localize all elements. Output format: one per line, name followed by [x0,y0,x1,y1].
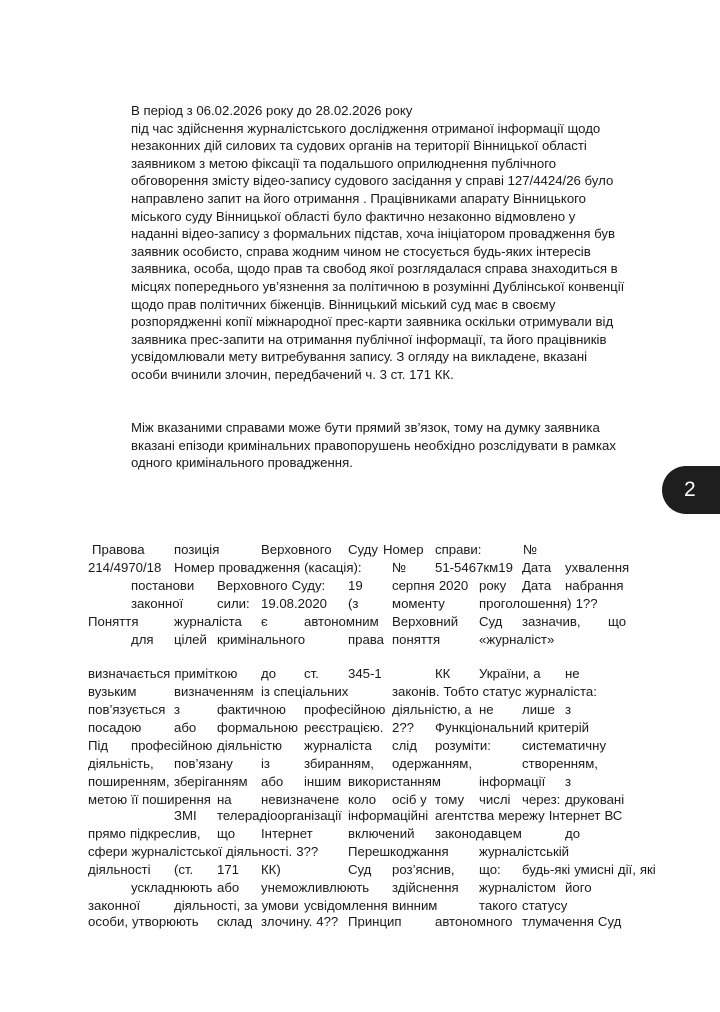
word: мережу [498,808,545,823]
word: числі [479,792,511,807]
text-line [0,541,720,559]
text-line [0,719,720,737]
word: професійною [131,738,213,753]
word: (з [348,596,359,611]
word: іншим [304,774,342,789]
word: законної [131,596,184,611]
word: унеможливлюють [261,880,370,895]
word: через: [522,792,561,807]
word: Номер [383,542,424,557]
word: збиранням, [304,756,374,771]
word: Функціональний [435,720,534,735]
word: 2?? [392,720,415,735]
word: журналіста [174,614,242,629]
word: лише [522,702,555,717]
word: 19.08.2020 [261,596,328,611]
word: цілей [174,632,207,647]
word: автономним [304,614,379,629]
word: реєстрацією. [304,720,384,735]
word: Верховного [261,542,332,557]
word: права [348,632,385,647]
word: фактичною [217,702,286,717]
word: які [639,862,656,877]
word: що [608,614,627,629]
word: тлумачення [522,914,594,929]
word: є [261,614,268,629]
word: посадою [88,720,142,735]
text-line [0,807,720,825]
word: позиція [174,542,220,557]
word: автономного [435,914,513,929]
word: (ст. [174,862,194,877]
word: 19 [348,578,363,593]
word: не [565,666,580,681]
word: 4?? [316,914,339,929]
word: включений [348,826,415,841]
word: прямо [88,826,126,841]
word: із спеціальних [261,684,349,699]
word: 51-5467км19 [435,560,513,575]
word: інформації [479,774,546,789]
word: одержанням, [392,756,473,771]
word: ВС [604,808,623,823]
word: приміткою [174,666,238,681]
word: на [217,792,232,807]
word: № [392,560,407,575]
word: ускладнюють [131,880,213,895]
text-line: обговорення змісту відео-запису судового засідання у справі 127/4424/26 було [131,173,614,189]
word: Верховний [392,614,459,629]
text-line [0,613,720,631]
word: провадження [218,560,301,575]
word: поширенням, [88,774,170,789]
text-line: одного кримінального провадження. [131,455,353,471]
word: Інтернет [548,808,601,823]
word: Суд [348,862,372,877]
word: Правова [92,542,145,557]
word: за [244,898,258,913]
word: діяльності [88,862,151,877]
word: Суд [597,914,622,929]
text-line: наданні відео-запису з формальних підстав, хоча ініціатором провадження був [131,226,615,242]
word: Поняття [88,614,139,629]
word: 1?? [575,596,598,611]
word: будь-які [522,862,571,877]
text-line [0,631,720,649]
text-line: заявником з метою фіксації та подальшого оприлюднення публічного [131,155,557,171]
text-line: заявник особисто, справа жодним чином не стосується будь-яких інтересів [131,243,591,259]
word: ст. [304,666,319,681]
text-line: Між вказаними справами може бути прямий зв’язок, тому на думку заявника [131,420,600,435]
word: його [565,880,592,895]
word: (касація): [304,560,362,575]
text-line [0,665,720,683]
word: умови [261,898,299,913]
page-number: 2 [684,478,696,501]
word: Тобто [443,684,479,699]
word: поняття [392,632,441,647]
word: створенням, [522,756,598,771]
word: статус [482,684,522,699]
word: до [565,826,581,841]
text-line [0,755,720,773]
text-line [0,577,720,595]
text-line: заявника прес-запити на отримання публічної інформації, та його працівників [131,331,607,347]
text-line: заявника, особа, щодо прав та свобод якої розглядалася справа знаходиться в [131,261,618,277]
word: «журналіст» [479,632,555,647]
word: журналіста: [525,684,597,699]
word: журналістської діяльності. [131,844,293,859]
text-line: вказані епізоди кримінальних правопорушень необхідно розслідувати в рамках [131,437,616,453]
text-line: незаконних дій силових та судових органів на території Вінницької області [131,138,587,154]
word: підкреслив, [130,826,201,841]
word: 171 [217,862,240,877]
word: склад [217,914,253,929]
word: або [174,720,197,735]
text-line [0,559,720,577]
word: а [533,666,541,681]
word: законів. [392,684,440,699]
word: журналістській [479,844,570,859]
word: проголошення) [479,596,572,611]
text-line [0,861,720,879]
word: Суд [479,614,503,629]
word: тому [435,792,465,807]
word: законодавцем [435,826,522,841]
word: вузьким [88,684,137,699]
word: Дата [522,560,552,575]
text-line: направлено запит на його отримання . Працівниками апарату Вінницького [131,190,587,206]
text-line: місцях попереднього ув’язнення за політичною в розумінні Дублінської конвенції [131,278,625,294]
text-line: особи вчинили злочин, передбачений ч. 3 ст. 171 КК. [131,366,454,382]
word: роз’яснив, [392,862,455,877]
word: із [261,756,270,771]
word: використанням [348,774,441,789]
word: діяльністю, а [392,702,472,717]
word: злочину. [261,914,313,929]
word: або [261,774,284,789]
word: визначається [88,666,171,681]
word: КК) [261,862,281,877]
word: законної [88,898,141,913]
text-line: В період з 06.02.2026 року до 28.02.2026 року [131,103,413,118]
word: слід [392,738,417,753]
text-line [0,773,720,791]
text-line [0,843,720,861]
word: журналістом [479,880,556,895]
word: метою [88,792,128,807]
word: сили: [217,596,250,611]
word: осіб у [392,792,427,807]
word: або [217,880,240,895]
word: не [479,702,494,717]
word: журналіста [304,738,372,753]
word: утворюють [132,914,199,929]
word: пов’язується [88,702,166,717]
word: винним [392,898,438,913]
word: України, [479,666,530,681]
word: Дата [522,578,552,593]
word: Принцип [348,914,402,929]
word: Перешкоджання [348,844,449,859]
text-line: під час здійснення журналістського дослідження отриманої інформації щодо [131,120,601,136]
word: агентства [435,808,495,823]
word: умисні [574,862,614,877]
text-line [0,913,720,931]
word: діяльності, [174,898,241,913]
word: невизначене [261,792,340,807]
word: зазначив, [522,614,581,629]
word: ЗМІ [174,808,197,823]
word: 3?? [296,844,319,859]
word: що [217,826,236,841]
word: з [174,702,181,717]
text-line: міського суду Вінницької області було фактично незаконно відмовлено у [131,208,576,224]
word: визначенням [174,684,254,699]
word: 2020 [438,578,469,593]
word: статусу [522,898,568,913]
word: діяльністю [217,738,283,753]
word: зберіганням [174,774,248,789]
word: телерадіоорганізації [217,808,342,823]
word: усвідомлення [304,898,388,913]
word: КК [435,666,451,681]
word: її поширення [131,792,211,807]
word: діяльність, [88,756,154,771]
word: до [261,666,277,681]
word: серпня [392,578,435,593]
word: друковані [565,792,625,807]
word: набрання [565,578,624,593]
word: критерій [537,720,590,735]
word: з [565,774,572,789]
word: пов’язану [174,756,233,771]
word: року [479,578,507,593]
word: постанови [131,578,195,593]
word: з [565,702,572,717]
word: Верховного [217,578,288,593]
word: Номер [174,560,215,575]
word: особи, [88,914,128,929]
word: Інтернет [261,826,313,841]
word: Суду [348,542,378,557]
text-line [0,683,720,701]
word: Суду: [291,578,326,593]
text-line [0,701,720,719]
text-line [0,595,720,613]
word: інформаційні [348,808,429,823]
word: для [131,632,154,647]
word: ухвалення [565,560,630,575]
word: № [523,542,538,557]
word: справи: [435,542,482,557]
word: розуміти: [435,738,491,753]
word: коло [348,792,377,807]
word: сфери [88,844,128,859]
word: що: [479,862,501,877]
text-line: розпорядженні копії міжнародної прес-карти заявника оскільки отримували від [131,314,614,330]
text-line: усвідомлювали мету витребування запису. З огляду на викладене, вказані [131,349,588,365]
text-line [0,879,720,897]
text-line [0,825,720,843]
word: систематичну [522,738,607,753]
text-line: щодо прав політичних біженців. Вінницький міський суд має в своєму [131,296,556,312]
word: моменту [392,596,445,611]
word: Під [88,738,109,753]
word: дії, [617,862,636,877]
text-line [0,737,720,755]
word: формальною [217,720,298,735]
word: 345-1 [348,666,382,681]
word: професійною [304,702,386,717]
word: кримінального [217,632,306,647]
word: такого [479,898,518,913]
word: 214/4970/18 [88,560,162,575]
word: здійснення [392,880,459,895]
